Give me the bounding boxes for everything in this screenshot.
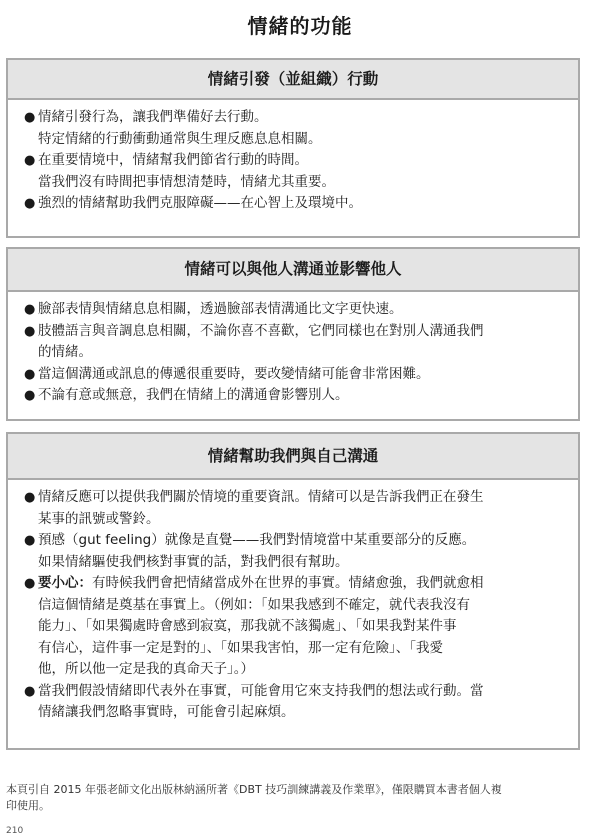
bullet-dot-icon: ● xyxy=(24,110,36,125)
bullet-text-line: 預感（gut feeling）就像是直覺——我們對情境當中某重要部分的反應。 xyxy=(38,532,476,548)
bullet-dot-icon: ● xyxy=(24,490,36,505)
bullet-text-line: 當我們假設情緒即代表外在事實，可能會用它來支持我們的想法或行動。當 xyxy=(38,682,484,699)
bullet-text-line: 肢體語言與音調息息相關，不論你喜不喜歡，它們同樣也在對別人溝通我們 xyxy=(38,322,484,339)
section-heading: 情緒可以與他人溝通並影響他人 xyxy=(8,249,578,292)
bullet-text-line: 的情緒。 xyxy=(38,344,92,360)
bullet-text-line: 某事的訊號或警鈴。 xyxy=(38,510,160,527)
section-box-action xyxy=(6,58,580,238)
section-heading: 情緒幫助我們與自己溝通 xyxy=(8,434,578,480)
bullet-item xyxy=(24,321,568,364)
bullet-item xyxy=(24,385,568,407)
bullet-dot-icon: ● xyxy=(24,388,36,403)
bullet-item xyxy=(24,530,568,573)
bullet-dot-icon: ● xyxy=(24,323,36,339)
bullet-item xyxy=(24,487,568,530)
bullet-text-line: 能力」、「如果獨處時會感到寂寞，那我就不該獨處」、「如果我對某件事 xyxy=(38,618,457,634)
bullet-text-line: 當這個溝通或訊息的傳遞很重要時，要改變情緒可能會非常困難。 xyxy=(38,365,430,382)
bullet-item xyxy=(24,150,568,193)
bullet-text-line: 情緒讓我們忽略事實時，可能會引起麻煩。 xyxy=(38,704,295,720)
footer-line: 印使用。 xyxy=(6,799,50,812)
bullet-item xyxy=(24,299,568,321)
bullet-text-line: 情緒引發行為，讓我們準備好去行動。 xyxy=(38,109,268,125)
bullet-item xyxy=(24,573,568,681)
bullet-text-line: 特定情緒的行動衝動通常與生理反應息息相關。 xyxy=(38,130,322,147)
bullet-list xyxy=(24,107,568,215)
bullet-text: 有時候我們會把情緒當成外在世界的事實。情緒愈強，我們就愈相 xyxy=(92,575,484,591)
bullet-text-line: 如果情緒驅使我們核對事實的話，對我們很有幫助。 xyxy=(38,553,349,570)
bullet-dot-icon: ● xyxy=(24,576,36,591)
bullet-text-line: 他，所以他一定是我的真命天子」。） xyxy=(38,661,254,677)
copyright-footer xyxy=(6,782,581,814)
bullet-dot-icon: ● xyxy=(24,366,36,382)
bullet-text-line: 不論有意或無意，我們在情緒上的溝通會影響別人。 xyxy=(38,387,349,403)
bullet-text-line: 情緒反應可以提供我們關於情境的重要資訊。情緒可以是告訴我們正在發生 xyxy=(38,489,484,505)
page-title: 情緒的功能 xyxy=(247,14,353,38)
bullet-dot-icon: ● xyxy=(24,533,36,548)
bullet-item xyxy=(24,681,568,724)
bullet-dot-icon: ● xyxy=(24,153,36,168)
bullet-text-line: 有信心，這件事一定是對的」、「如果我害怕，那一定有危險」、「我愛 xyxy=(38,639,443,656)
bullet-dot-icon: ● xyxy=(24,196,36,211)
bullet-list xyxy=(24,487,568,724)
section-box-communicate-self xyxy=(6,432,580,750)
bullet-item xyxy=(24,193,568,215)
bullet-text-line: 強烈的情緒幫助我們克服障礙——在心智上及環境中。 xyxy=(38,195,362,211)
bullet-text-line: 在重要情境中，情緒幫我們節省行動的時間。 xyxy=(38,152,308,168)
bullet-item xyxy=(24,107,568,150)
section-heading: 情緒引發（並組織）行動 xyxy=(8,60,578,100)
page-number: 210 xyxy=(6,826,24,836)
bullet-text-line xyxy=(38,573,568,595)
section-box-communicate-others xyxy=(6,247,580,421)
bullet-text-line: 信這個情緒是奠基在事實上。（例如：「如果我感到不確定，就代表我沒有 xyxy=(38,596,470,613)
bullet-item xyxy=(24,364,568,386)
bullet-text-line: 臉部表情與情緒息息相關，透過臉部表情溝通比文字更快速。 xyxy=(38,301,403,317)
bullet-list xyxy=(24,299,568,407)
caution-label: 要小心： xyxy=(38,575,92,591)
bullet-text-line: 當我們沒有時間把事情想清楚時，情緒尤其重要。 xyxy=(38,173,335,190)
bullet-dot-icon: ● xyxy=(24,302,36,317)
footer-line: 本頁引自 2015 年張老師文化出版林納涵所著《DBT 技巧訓練講義及作業單》，僅限購買本書者個人複 xyxy=(6,783,502,796)
bullet-dot-icon: ● xyxy=(24,683,36,699)
